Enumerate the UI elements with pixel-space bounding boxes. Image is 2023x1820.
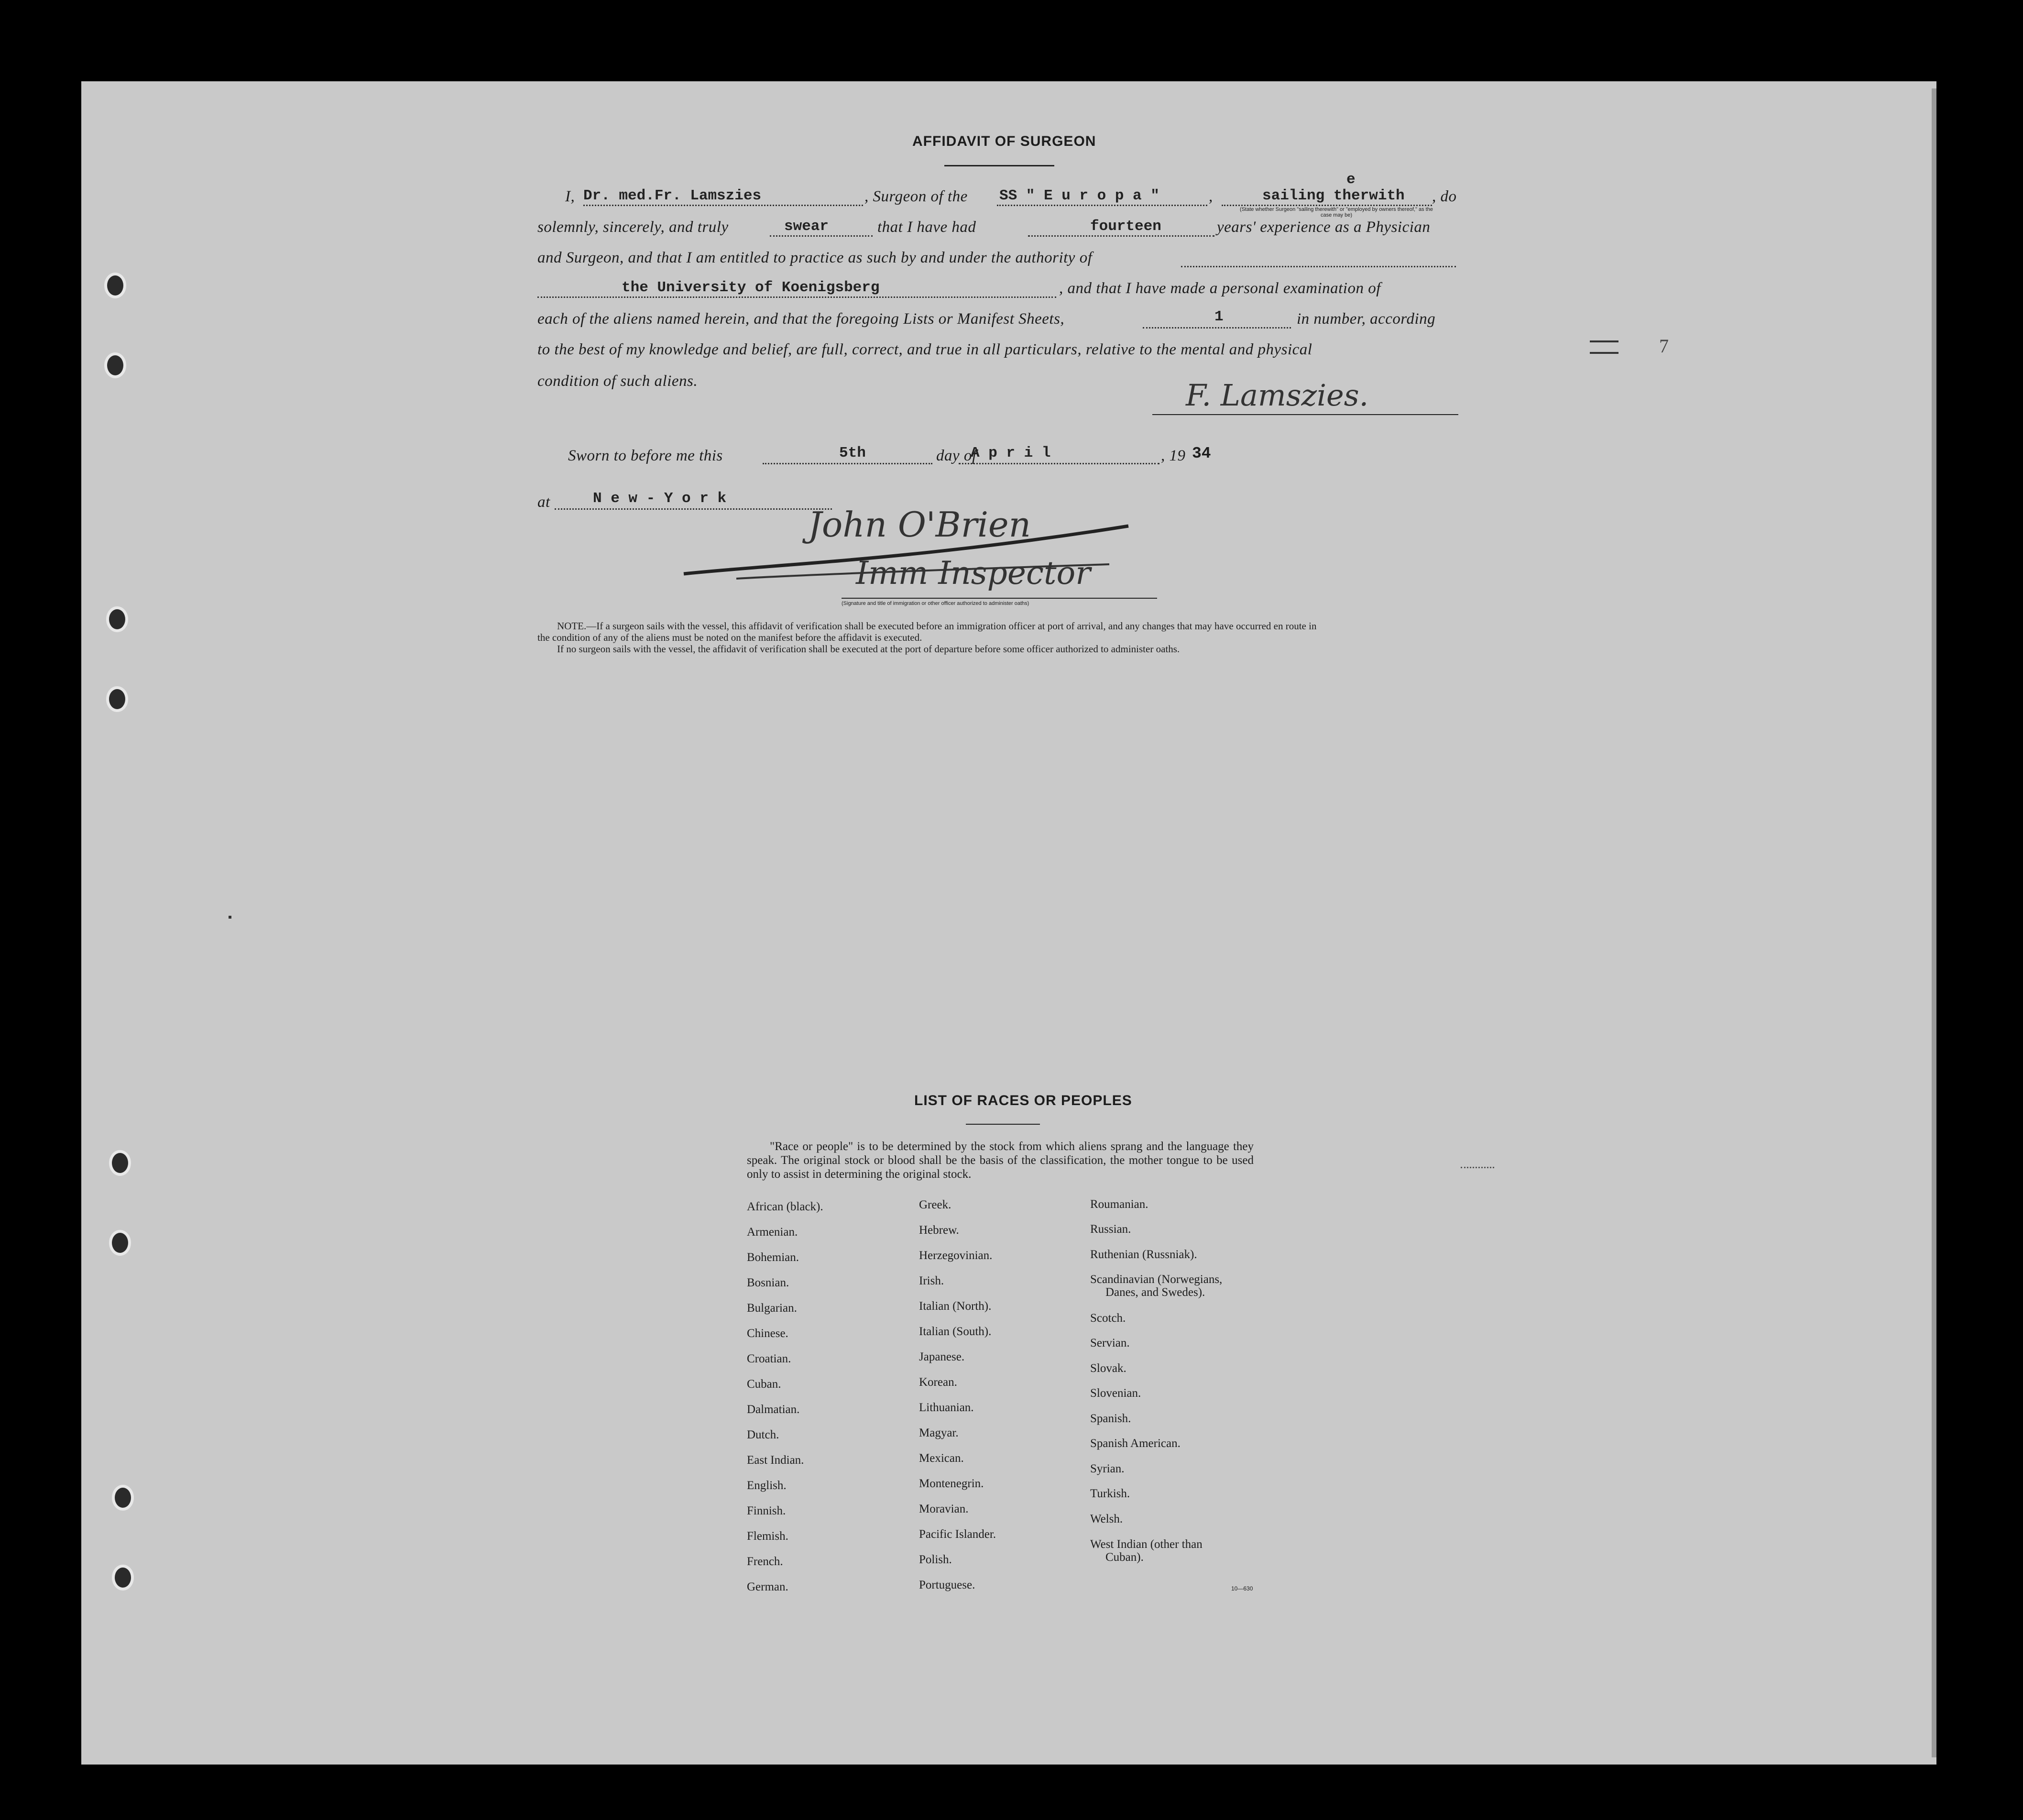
line3: and Surgeon, and that I am entitled to practice as such by and under the authority of bbox=[537, 249, 1093, 266]
race-entry: Montenegrin. bbox=[919, 1477, 984, 1490]
line6: to the best of my knowledge and belief, are full, correct, and true in all particulars, relative to the mental and physical bbox=[537, 341, 1312, 358]
sworn-day-line bbox=[763, 463, 932, 464]
authority-line bbox=[537, 296, 1056, 298]
race-entry: Mexican. bbox=[919, 1452, 964, 1465]
race-entry: Bulgarian. bbox=[747, 1302, 797, 1315]
race-entry: East Indian. bbox=[747, 1454, 804, 1467]
race-entry: Chinese. bbox=[747, 1327, 788, 1340]
race-entry: Dutch. bbox=[747, 1428, 779, 1441]
race-entry: Italian (North). bbox=[919, 1300, 992, 1313]
manifest-sheet bbox=[81, 81, 1936, 1765]
race-entry: Turkish. bbox=[1090, 1487, 1130, 1500]
years-field: fourteen bbox=[1090, 218, 1161, 235]
line5-suffix: in number, according bbox=[1297, 310, 1436, 328]
races-title-underline bbox=[966, 1124, 1040, 1125]
margin-mark: 7 bbox=[1659, 335, 1669, 357]
race-entry: Bosnian. bbox=[747, 1276, 789, 1289]
binder-hole bbox=[109, 1230, 131, 1256]
sworn-mid: day of bbox=[936, 447, 977, 464]
race-entry: Moravian. bbox=[919, 1502, 969, 1515]
race-entry: English. bbox=[747, 1479, 787, 1492]
race-entry: Bohemian. bbox=[747, 1251, 799, 1264]
race-entry: Croatian. bbox=[747, 1352, 791, 1365]
race-entry: Polish. bbox=[919, 1553, 952, 1566]
sworn-year-suffix: 34 bbox=[1192, 445, 1211, 462]
sailing-status-field: sailing therwith bbox=[1262, 187, 1405, 204]
race-entry: Roumanian. bbox=[1090, 1198, 1148, 1211]
stray-mark bbox=[229, 916, 231, 919]
race-entry: Welsh. bbox=[1090, 1513, 1123, 1525]
place-field: N e w - Y o r k bbox=[593, 490, 727, 507]
stray-dash bbox=[1461, 1167, 1494, 1168]
binder-hole bbox=[112, 1485, 134, 1511]
race-entry: Servian. bbox=[1090, 1337, 1130, 1349]
sworn-month-field: A p r i l bbox=[971, 445, 1051, 461]
officer-title-handwritten: Imm Inspector bbox=[856, 555, 1091, 592]
race-entry: Ruthenian (Russniak). bbox=[1090, 1248, 1197, 1261]
race-entry: Herzegovinian. bbox=[919, 1249, 993, 1262]
binder-hole bbox=[112, 1565, 134, 1590]
race-entry: Italian (South). bbox=[919, 1325, 992, 1338]
officer-signature: John O'Brien bbox=[808, 504, 1031, 545]
race-entry: Cuban). bbox=[1105, 1551, 1144, 1564]
race-entry: Scotch. bbox=[1090, 1312, 1126, 1325]
race-entry: Greek. bbox=[919, 1198, 951, 1211]
affidavit-title: AFFIDAVIT OF SURGEON bbox=[912, 133, 1096, 149]
sworn-month-line bbox=[959, 463, 1159, 464]
binder-hole bbox=[109, 1150, 131, 1176]
race-entry: Slovenian. bbox=[1090, 1387, 1141, 1400]
title-underline bbox=[944, 165, 1054, 166]
races-intro: "Race or people" is to be determined by the stock from which aliens sprang and the language they speak. The original stock or blood shall be the basis of the classification, the mother tongue to be used only to assist in determining the original stock. bbox=[747, 1140, 1254, 1181]
race-entry: Korean. bbox=[919, 1376, 957, 1389]
officer-signature-line bbox=[842, 598, 1157, 599]
authority-line-top bbox=[1181, 266, 1456, 267]
line2-prefix: solemnly, sincerely, and truly bbox=[537, 219, 729, 236]
race-entry: Spanish. bbox=[1090, 1412, 1131, 1425]
binder-hole bbox=[106, 686, 128, 712]
vessel-line bbox=[997, 205, 1207, 206]
sailing-hint: (State whether Surgeon "sailing therewith" or "employed by owners thereof," as the case may be) bbox=[1240, 207, 1433, 218]
line1-suffix: , do bbox=[1432, 188, 1457, 205]
sailing-status-line bbox=[1222, 205, 1432, 206]
race-entry: West Indian (other than bbox=[1090, 1538, 1203, 1551]
race-entry: Lithuanian. bbox=[919, 1401, 974, 1414]
race-entry: African (black). bbox=[747, 1200, 823, 1213]
race-entry: German. bbox=[747, 1580, 788, 1593]
years-line bbox=[1028, 235, 1214, 237]
race-entry: Finnish. bbox=[747, 1504, 786, 1517]
sailing-correction: e bbox=[1346, 171, 1356, 188]
note-line1: NOTE.—If a surgeon sails with the vessel, this affidavit of verification shall be executed before an immigration officer at port of arrival, and any changes that may have occurred en route in bbox=[557, 620, 1317, 632]
surgeon-signature-line bbox=[1152, 414, 1458, 415]
race-entry: Armenian. bbox=[747, 1226, 798, 1239]
race-entry: French. bbox=[747, 1555, 783, 1568]
margin-mark-dashes bbox=[1590, 352, 1618, 354]
race-entry: Danes, and Swedes). bbox=[1105, 1286, 1205, 1299]
surgeon-name-line bbox=[583, 205, 863, 206]
race-entry: Magyar. bbox=[919, 1426, 959, 1439]
race-entry: Syrian. bbox=[1090, 1462, 1125, 1475]
binder-hole bbox=[106, 606, 128, 632]
binder-hole bbox=[104, 352, 126, 378]
race-entry: Flemish. bbox=[747, 1530, 788, 1543]
form-number: 10—630 bbox=[1231, 1585, 1253, 1592]
surgeon-name-field: Dr. med.Fr. Lamszies bbox=[583, 187, 762, 204]
sworn-day-field: 5th bbox=[839, 445, 866, 461]
race-entry: Russian. bbox=[1090, 1223, 1131, 1236]
oath-field: swear bbox=[784, 218, 829, 235]
authority-field: the University of Koenigsberg bbox=[622, 279, 880, 296]
sheets-line bbox=[1143, 327, 1291, 329]
race-entry: Portuguese. bbox=[919, 1579, 975, 1591]
note-line3: If no surgeon sails with the vessel, the affidavit of verification shall be executed at the port of departure before some officer authorized to administer oaths. bbox=[557, 643, 1180, 655]
line4-suffix: , and that I have made a personal examination of bbox=[1059, 280, 1381, 297]
line5-prefix: each of the aliens named herein, and that the foregoing Lists or Manifest Sheets, bbox=[537, 310, 1065, 328]
race-entry: Pacific Islander. bbox=[919, 1528, 996, 1541]
race-entry: Hebrew. bbox=[919, 1224, 959, 1237]
race-entry: Scandinavian (Norwegians, bbox=[1090, 1273, 1223, 1286]
race-entry: Cuban. bbox=[747, 1378, 781, 1391]
line1-comma: , bbox=[1209, 188, 1213, 205]
line7: condition of such aliens. bbox=[537, 373, 698, 390]
at-label: at bbox=[537, 493, 550, 511]
line2-mid: that I have had bbox=[877, 219, 976, 236]
margin-mark-dashes bbox=[1590, 340, 1618, 342]
oath-line bbox=[770, 235, 873, 237]
note-line2: the condition of any of the aliens must be noted on the manifest before the affidavit is executed. bbox=[537, 632, 922, 643]
race-entry: Japanese. bbox=[919, 1350, 965, 1363]
race-entry: Dalmatian. bbox=[747, 1403, 800, 1416]
races-title: LIST OF RACES OR PEOPLES bbox=[914, 1093, 1132, 1108]
surgeon-signature: F. Lamszies. bbox=[1186, 378, 1369, 413]
race-entry: Slovak. bbox=[1090, 1362, 1126, 1375]
race-entry: Spanish American. bbox=[1090, 1437, 1181, 1450]
line1-mid: , Surgeon of the bbox=[864, 188, 968, 205]
race-entry: Irish. bbox=[919, 1274, 944, 1287]
line1-prefix: I, bbox=[565, 188, 575, 205]
sheet-edge bbox=[1932, 88, 1936, 1757]
line2-suffix: years' experience as a Physician bbox=[1217, 219, 1431, 236]
binder-hole bbox=[104, 273, 126, 298]
sheets-field: 1 bbox=[1214, 308, 1224, 325]
sworn-year-prefix: , 19 bbox=[1161, 447, 1186, 464]
sworn-prefix: Sworn to before me this bbox=[568, 447, 723, 464]
signature-caption: (Signature and title of immigration or other officer authorized to administer oaths) bbox=[842, 601, 1029, 606]
vessel-field: SS " E u r o p a " bbox=[999, 187, 1159, 204]
